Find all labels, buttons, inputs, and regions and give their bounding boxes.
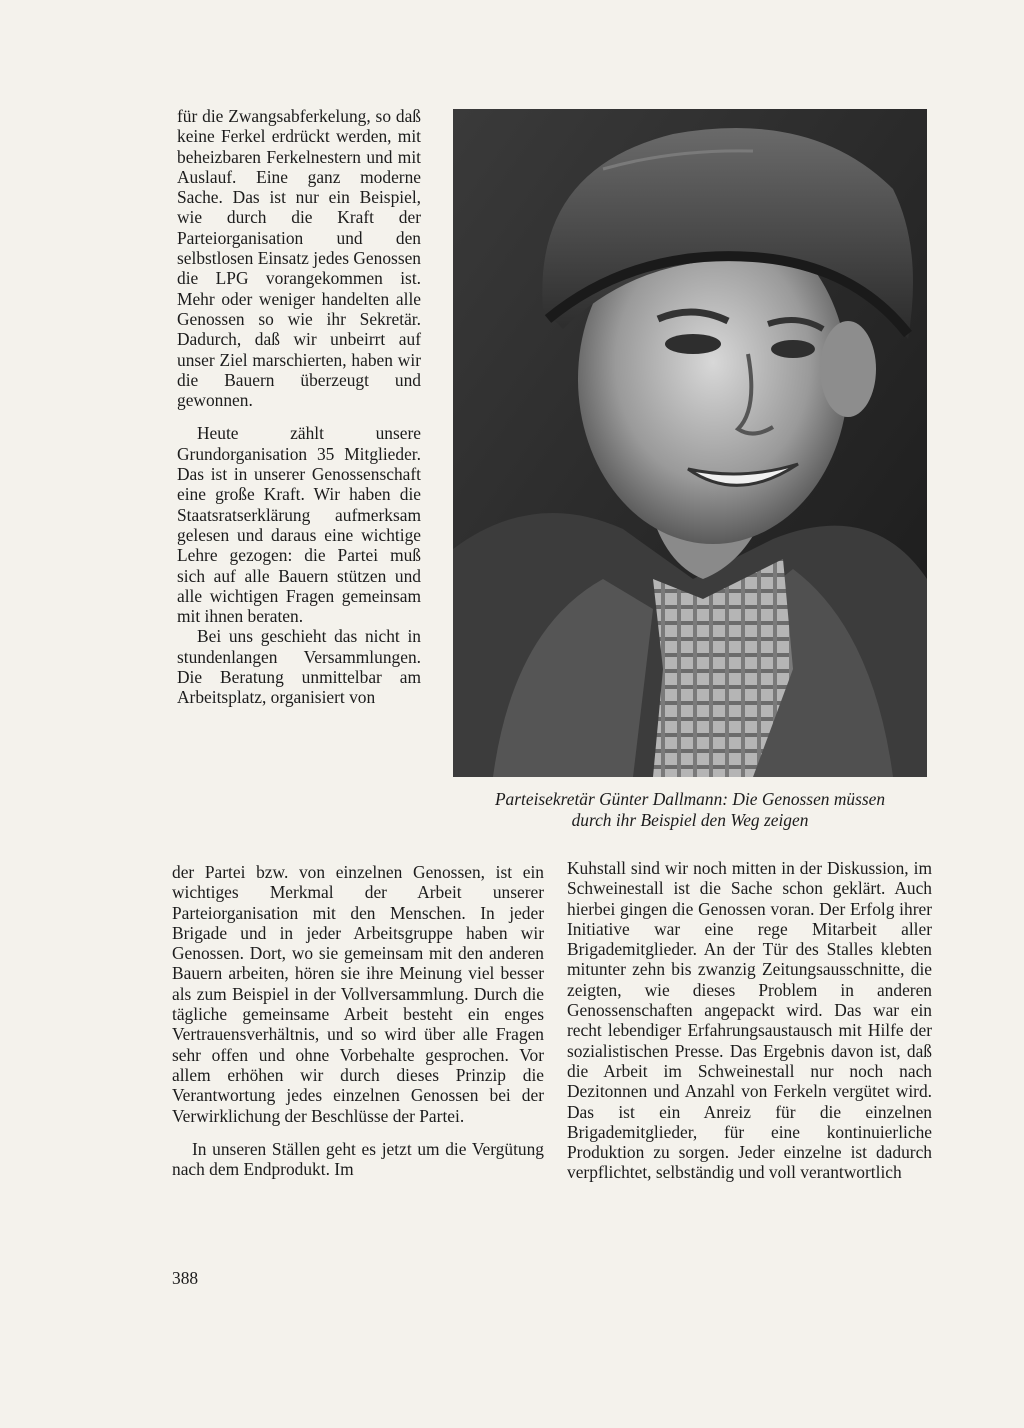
photo-caption: [440, 789, 940, 831]
portrait-illustration: [453, 109, 927, 777]
paragraph: Bei uns geschieht das nicht in stundenlangen Versammlungen. Die Beratung unmittelbar am Arbeitsplatz, organisiert von: [177, 626, 421, 708]
text-column-left-bottom: [172, 862, 544, 1179]
paragraph: Heute zählt unsere Grundorganisation 35 Mitglieder. Das ist in unserer Genossenschaft eine große Kraft. Wir haben die Staatsratserklärung aufmerksam gelesen und daraus eine wichtige Lehre gezogen: die Partei muß sich auf alle Bauern stützen und alle wichtigen Fragen gemeinsam mit ihnen beraten.: [177, 423, 421, 627]
portrait-photo: [453, 109, 927, 777]
page-number: 388: [172, 1268, 199, 1288]
paragraph: Kuhstall sind wir noch mitten in der Diskussion, im Schweinestall ist die Sache schon geklärt. Auch hierbei gingen die Genossen voran. Der Erfolg ihrer Initiative war eine rege Mitarbeit aller Brigademitglieder. An der Tür des Stalles klebten mitunter zehn bis zwanzig Zeitungsausschnitte, die zeigten, wie dieses Problem in anderen Genossenschaften angepackt wird. Das war ein recht lebendiger Erfahrungsaustausch mit Hilfe der sozialistischen Presse. Das Ergebnis davon ist, daß die Arbeit im Schweinestall nur noch nach Dezitonnen und Anzahl von Ferkeln vergütet wird. Das ist ein Anreiz für die einzelnen Brigademitglieder, für eine kontinuierliche Produktion zu sorgen. Jeder einzelne ist dadurch verpflichtet, selbständig und voll verantwortlich: [567, 858, 932, 1183]
text-column-left-top: [177, 106, 421, 708]
text-column-right: [567, 858, 932, 1183]
paragraph: für die Zwangsabferkelung, so daß keine Ferkel erdrückt werden, mit beheizbaren Ferkelnestern und mit Auslauf. Eine ganz moderne Sache. Das ist nur ein Beispiel, wie durch die Kraft der Parteiorganisation und den selbstlosen Einsatz jedes Genossen die LPG vorangekommen ist. Mehr oder weniger handelten alle Genossen so wie ihr Sekretär. Dadurch, daß wir unbeirrt auf unser Ziel marschierten, haben wir die Bauern überzeugt und gewonnen.: [177, 106, 421, 411]
caption-line: durch ihr Beispiel den Weg zeigen: [571, 810, 809, 830]
paragraph: In unseren Ställen geht es jetzt um die Vergütung nach dem Endprodukt. Im: [172, 1138, 544, 1180]
caption-line: Parteisekretär Günter Dallmann: Die Genossen müssen: [494, 789, 886, 809]
paragraph: der Partei bzw. von einzelnen Genossen, ist ein wichtiges Merkmal der Arbeit unserer Parteiorganisation mit den Menschen. In jeder Brigade und in jeder Arbeitsgruppe haben wir Genossen. Dort, wo sie gemeinsam mit den anderen Bauern arbeiten, hören sie ihre Meinung viel besser als zum Beispiel in der Vollversammlung. Durch die tägliche gemeinsame Arbeit besteht ein enges Vertrauensverhältnis, und so wird über alle Fragen sehr offen und ohne Vorbehalte gesprochen. Vor allem erhöhen wir durch dieses Prinzip die Verantwortung jedes einzelnen Genossen bei der Verwirklichung der Beschlüsse der Partei.: [172, 862, 544, 1126]
